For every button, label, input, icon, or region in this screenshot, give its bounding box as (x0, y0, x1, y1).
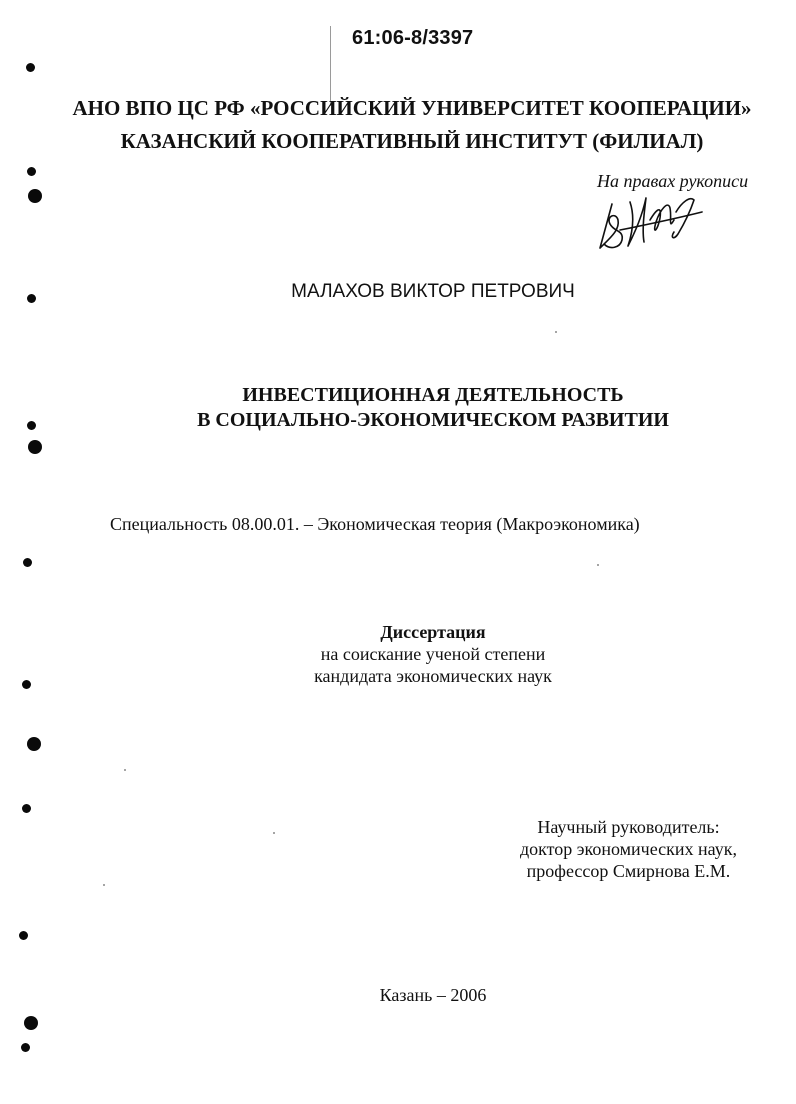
city-year: Казань – 2006 (379, 985, 487, 1005)
advisor-degree: доктор экономических наук, (520, 839, 737, 859)
scan-speck (555, 331, 557, 333)
binder-hole (19, 931, 28, 940)
scan-speck (124, 769, 126, 771)
binder-hole (22, 804, 31, 813)
degree-line2: кандидата экономических наук (314, 666, 552, 686)
binder-hole (27, 421, 36, 430)
binder-hole (28, 440, 42, 454)
advisor-label: Научный руководитель: (537, 817, 720, 837)
dissertation-title-line1: ИНВЕСТИЦИОННАЯ ДЕЯТЕЛЬНОСТЬ (242, 384, 624, 406)
binder-hole (28, 189, 42, 203)
scan-speck (273, 832, 275, 834)
stamp-divider-line (330, 26, 331, 106)
dissertation-title-line2: В СОЦИАЛЬНО-ЭКОНОМИЧЕСКОМ РАЗВИТИИ (197, 409, 669, 431)
specialty-line: Специальность 08.00.01. – Экономическая теория (Макроэкономика) (110, 514, 640, 534)
scientific-advisor (520, 816, 737, 882)
author-name: МАЛАХОВ ВИКТОР ПЕТРОВИЧ (291, 281, 575, 302)
binder-hole (21, 1043, 30, 1052)
scan-speck (597, 564, 599, 566)
organization-name: АНО ВПО ЦС РФ «РОССИЙСКИЙ УНИВЕРСИТЕТ КООПЕРАЦИИ» (72, 96, 752, 120)
binder-hole (27, 167, 36, 176)
binder-hole (27, 294, 36, 303)
degree-line1: на соискание ученой степени (320, 644, 546, 664)
advisor-name: профессор Смирнова Е.М. (526, 861, 731, 881)
handwritten-signature (590, 190, 705, 255)
binder-hole (27, 737, 41, 751)
archive-stamp-code: 61:06-8/3397 (352, 27, 474, 49)
dissertation-heading: Диссертация (380, 622, 486, 642)
institute-name: КАЗАНСКИЙ КООПЕРАТИВНЫЙ ИНСТИТУТ (ФИЛИАЛ) (120, 129, 704, 153)
binder-hole (24, 1016, 38, 1030)
binder-hole (23, 558, 32, 567)
manuscript-rights-note: На правах рукописи (597, 171, 749, 191)
binder-hole (26, 63, 35, 72)
binder-hole (22, 680, 31, 689)
scan-speck (103, 884, 105, 886)
